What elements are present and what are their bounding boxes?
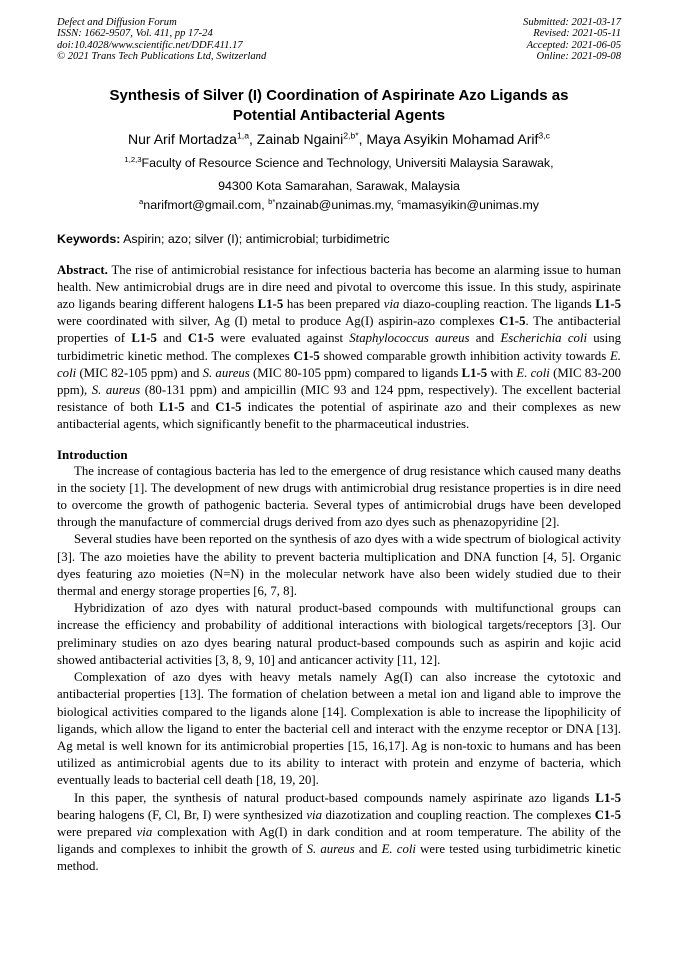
accepted-date: Accepted: 2021-06-05: [526, 39, 621, 51]
text-run: c: [397, 196, 402, 206]
text-run: nzainab@unimas.my,: [275, 197, 398, 212]
text-run: and: [354, 842, 382, 857]
text-run: L1-5: [159, 400, 185, 415]
text-run: narifmort@gmail.com,: [143, 197, 269, 212]
text-run: Complexation of azo dyes with heavy metals namely Ag(I) can also increase the cytotoxic and antibacterial properties [13]. The formation of chelation between a metal ion and ligand able to improve the biological activities compared to the ligands alone [14]. Complexation is able to increase the lipophilicity of ligands, which allow the ligand to enter the bacterial cell and interact with the enzyme receptor or DNA [13]. Ag metal is well known for its antimicrobial properties [15, 16,17]. Ag is non-toxic to humans and has been utilized as antimicrobial agents due to its ability to interact with protein and enzyme of bacteria, which eventually leads to bacterial cell death [18, 19, 20].: [57, 670, 621, 788]
text-run: and: [156, 331, 188, 346]
text-run: using turbidimetric kinetic method. The complexes: [57, 331, 621, 363]
text-run: 1,a: [236, 129, 250, 140]
text-run: L1-5: [131, 331, 157, 346]
abstract-paragraph: [57, 262, 621, 434]
text-run: L1-5: [461, 365, 488, 380]
text-run: b*: [268, 196, 276, 206]
text-run: showed comparable growth inhibition activity towards: [319, 348, 610, 363]
author-emails-line: [57, 198, 621, 213]
text-run: Escherichia coli: [500, 331, 588, 346]
affiliation-line-1: [57, 156, 621, 171]
text-run: a: [139, 196, 144, 206]
text-run: The increase of contagious bacteria has led to the emergence of drug resistance which caused many deaths in the society [1]. The development of new drugs with antimicrobial drug resistance properties is in dire need to overcome the growth of pathogenic bacteria. Several types of antimicrobial drugs have been developed through the manufacture of commercial drugs derived from azo dyes such as phenazopyridine [2].: [57, 463, 621, 530]
paper-title-line-2: Potential Antibacterial Agents: [232, 107, 446, 125]
text-run: via: [306, 807, 322, 822]
text-run: C1-5: [215, 400, 242, 415]
text-run: (80-131 ppm) and ampicillin (MIC 93 and 124 ppm, respectively). The excellent bacterial resistance of both: [57, 383, 621, 415]
text-run: L1-5: [595, 790, 621, 805]
text-run: S. aureus: [202, 365, 250, 380]
text-run: indicates the potential of aspirinate azo and their complexes as new antibacterial agents, which significantly benefit to the pharmaceutical industries.: [57, 400, 621, 432]
submitted-date: Submitted: 2021-03-17: [523, 17, 621, 28]
text-run: diazo-coupling reaction. The ligands: [399, 297, 596, 312]
revised-date: Revised: 2021-05-11: [533, 28, 621, 40]
intro-paragraph-5: [57, 790, 621, 876]
text-run: E. coli: [381, 842, 416, 857]
text-run: (MIC 80-105 ppm) compared to ligands: [249, 365, 462, 380]
text-run: (MIC 82-105 ppm) and: [76, 365, 203, 380]
text-run: 1,2,3: [124, 154, 142, 164]
text-run: L1-5: [595, 297, 622, 312]
text-run: via: [136, 824, 153, 839]
journal-name: Defect and Diffusion Forum: [57, 17, 177, 28]
journal-copyright: © 2021 Trans Tech Publications Ltd, Switzerland: [57, 51, 267, 63]
journal-info: [57, 17, 266, 63]
text-run: Abstract.: [57, 262, 112, 277]
online-date: Online: 2021-09-08: [536, 51, 621, 63]
text-run: Several studies have been reported on the synthesis of azo dyes with a wide spectrum of biological activity [3]. The azo moieties have the ability to prevent bacteria multiplication and DNA function [4, 5]. Organic dyes featuring azo moieties (N=N) in the molecular network have also been widely studied due to their thermal and energy storage properties [6, 7, 8].: [57, 532, 621, 599]
text-run: 2,b*: [343, 129, 359, 140]
text-run: C1-5: [594, 807, 621, 822]
section-heading-introduction: Introduction: [57, 446, 128, 462]
text-run: C1-5: [293, 348, 320, 363]
intro-paragraph-1: [57, 463, 621, 532]
text-run: In this paper, the synthesis of natural product-based compounds namely aspirinate azo ligands: [74, 790, 596, 805]
text-run: Keywords:: [57, 231, 121, 246]
text-run: were evaluated against: [214, 331, 350, 346]
text-run: . The antibacterial properties of: [57, 314, 621, 346]
text-run: , Maya Asyikin Mohamad Arif: [358, 130, 539, 147]
text-run: via: [383, 297, 400, 312]
affiliation-line-2: 94300 Kota Samarahan, Sarawak, Malaysia: [218, 178, 460, 193]
text-run: C1-5: [187, 331, 215, 346]
text-run: mamasyikin@unimas.my: [401, 197, 539, 212]
text-run: Hybridization of azo dyes with natural product-based compounds with multifunctional groups can increase the efficiency and probability of additional interactions with biological targets/receptors [3]. Our preliminary studies on azo dyes bearing natural product-based compounds such as aspirin and kojic acid showed antibacterial activities [3, 8, 9, 10] and anticancer activity [11, 12].: [57, 601, 621, 667]
text-run: with: [487, 365, 517, 380]
text-run: complexation with Ag(I) in dark condition and at room temperature. The ability of the ligands and complexes to inhibit the growth of: [57, 824, 621, 857]
text-run: Nur Arif Mortadza: [128, 130, 237, 147]
text-run: L1-5: [257, 297, 284, 312]
submission-dates: [523, 17, 621, 63]
intro-paragraph-3: [57, 600, 621, 669]
text-run: Staphylococcus aureus: [349, 331, 470, 346]
text-run: (MIC 83-200 ppm),: [57, 365, 621, 398]
text-run: Aspirin; azo; silver (I); antimicrobial; turbidimetric: [120, 231, 390, 246]
journal-issn-volume: ISSN: 1662-9507, Vol. 411, pp 17-24: [57, 28, 213, 40]
text-run: were prepared: [57, 824, 137, 839]
text-run: E. coli: [57, 348, 621, 380]
text-run: S. aureus: [91, 383, 141, 398]
text-run: and: [469, 331, 501, 346]
text-run: E. coli: [516, 365, 550, 380]
author-line: [57, 130, 621, 149]
page-header: [57, 17, 621, 63]
paper-title-line-1: Synthesis of Silver (I) Coordination of Aspirinate Azo Ligands as: [109, 86, 569, 104]
text-run: C1-5: [499, 314, 526, 329]
intro-paragraph-2: [57, 531, 621, 600]
text-run: , Zainab Ngaini: [249, 130, 344, 147]
journal-doi: doi:10.4028/www.scientific.net/DDF.411.17: [57, 39, 243, 51]
text-run: has been prepared: [283, 297, 384, 312]
text-run: diazotization and coupling reaction. The complexes: [321, 807, 595, 822]
text-run: were tested using turbidimetric kinetic method.: [57, 842, 621, 874]
text-run: and: [184, 400, 216, 415]
text-run: 3,c: [538, 129, 550, 140]
text-run: bearing halogens (F, Cl, Br, I) were synthesized: [57, 807, 307, 822]
intro-paragraph-4: [57, 669, 621, 789]
text-run: S. aureus: [306, 842, 355, 857]
text-run: The rise of antimicrobial resistance for infectious bacteria has become an alarming issue to human health. New antimicrobial drugs are in dire need and pivotal to overcome this issue. In this study, aspirinate azo ligands bearing different halogens: [57, 262, 621, 312]
paper-title: [57, 86, 621, 127]
text-run: were coordinated with silver, Ag (I) metal to produce Ag(I) aspirin-azo complexes: [57, 314, 500, 329]
text-run: Faculty of Resource Science and Technology, Universiti Malaysia Sarawak,: [141, 155, 554, 170]
keywords-line: [57, 232, 621, 247]
